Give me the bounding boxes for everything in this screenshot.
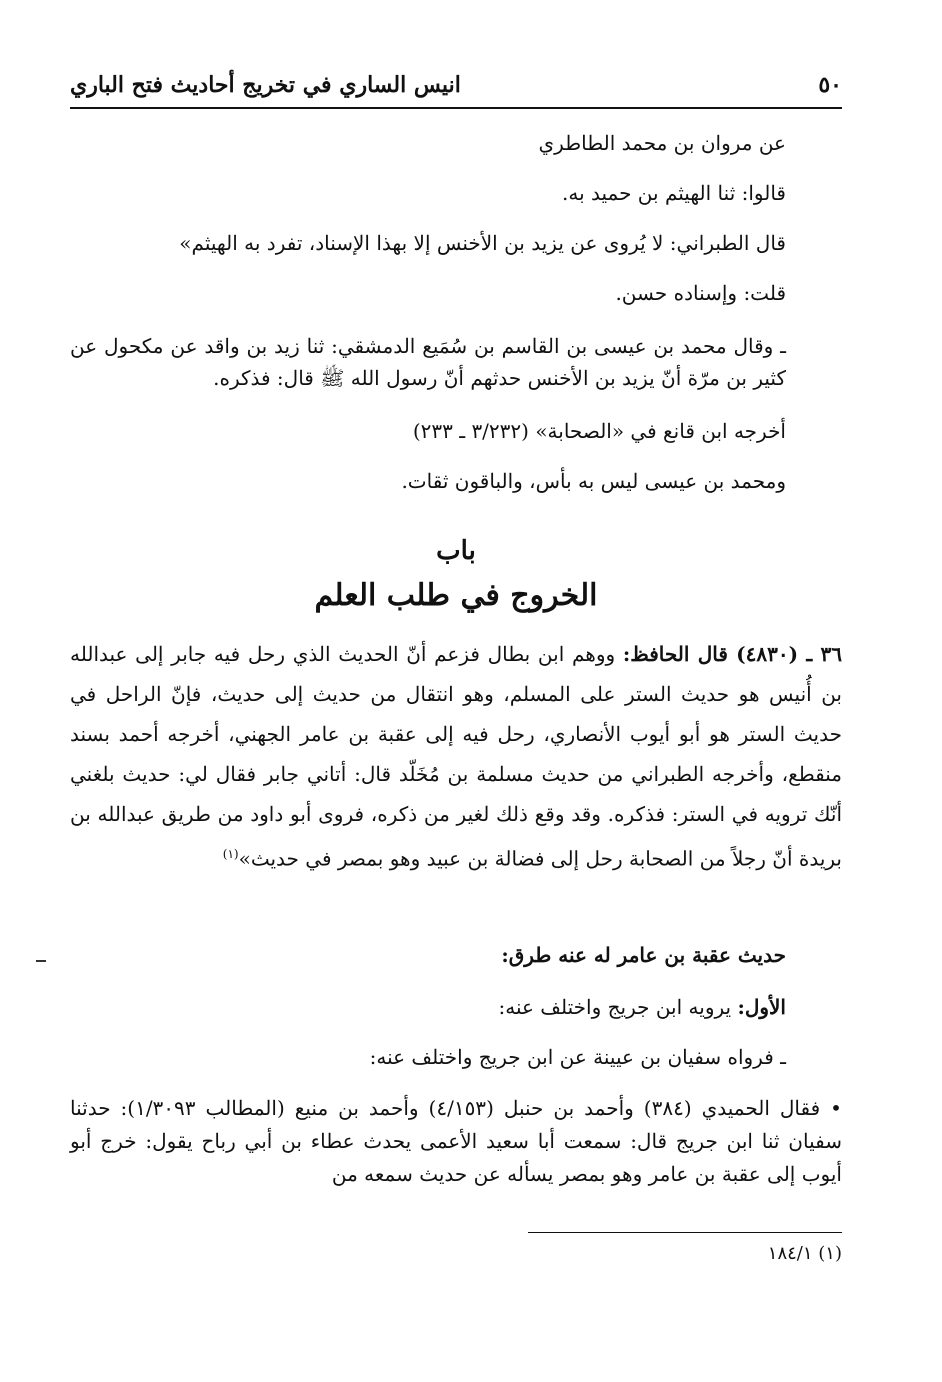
first-text: يرويه ابن جريج واختلف عنه: xyxy=(498,995,732,1019)
footnote-marker: (١) xyxy=(818,1243,842,1264)
bullet-line: • فقال الحميدي (٣٨٤) وأحمد بن حنبل (٤/١٥٣) وأحمد بن منيع (المطالب ١/٣٠٩٣): حدثنا سفيان ثنا ابن جريج قال: سمعت أبا سعيد الأعمى يحدث عطاء بن أبي رباح يقول: خرج أبو أيوب إلى عقبة بن عامر وهو بمصر يسأله عن حديث سمعه من xyxy=(70,1096,842,1186)
hadith-entry xyxy=(70,634,842,879)
ways-heading: حديث عقبة بن عامر له عنه طرق: xyxy=(501,943,786,967)
page-header xyxy=(70,68,842,108)
footnote-reference: (١) xyxy=(222,847,239,861)
margin-mark xyxy=(36,960,46,962)
paragraph xyxy=(70,468,842,495)
line-tabarani: قال الطبراني: لا يُروى عن يزيد بن الأخنس إلا بهذا الإسناد، تفرد به الهيثم» xyxy=(179,231,786,255)
paragraph xyxy=(70,1092,842,1191)
paragraph xyxy=(70,1044,842,1071)
page-number: ٥٠ xyxy=(818,72,842,98)
line-thiqat: ومحمد بن عيسى ليس به بأس، والباقون ثقات. xyxy=(401,469,786,493)
footnote xyxy=(70,1243,842,1264)
paragraph xyxy=(70,180,842,207)
paragraph xyxy=(70,130,842,157)
footnote-rule xyxy=(528,1232,842,1233)
running-title: انيس الساري في تخريج أحاديث فتح الباري xyxy=(70,72,461,98)
line-qultu: قلت: وإسناده حسن. xyxy=(615,281,786,305)
dash-line: ـ فرواه سفيان بن عيينة عن ابن جريج واختلف عنه: xyxy=(369,1045,786,1069)
paragraph xyxy=(70,230,842,257)
paragraph xyxy=(70,942,842,969)
paragraph xyxy=(70,994,842,1021)
footnote-text: ١٨٤/١ xyxy=(767,1243,813,1264)
entry-lead: ٣٦ ـ (٤٨٣٠) قال الحافظ: xyxy=(622,642,842,666)
paragraph xyxy=(70,418,842,445)
line-muhammad-ibn-isa: ـ وقال محمد بن عيسى بن القاسم بن سُمَيع الدمشقي: ثنا زيد بن واقد عن مكحول عن كثير بن مرّة أنّ يزيد بن الأخنس حدثهم أنّ رسول الله ﷺ قال: فذكره. xyxy=(70,334,786,390)
chapter-label: باب xyxy=(436,536,476,566)
entry-text: ووهم ابن بطال فزعم أنّ الحديث الذي رحل فيه جابر إلى عبدالله بن أُنيس هو حديث الستر على المسلم، وهو انتقال من حديث إلى حديث، فإنّ الراحل في حديث الستر هو أبو أيوب الأنصاري، رحل فيه إلى عقبة بن عامر الجهني، أخرجه أحمد بسند منقطع، وأخرجه الطبراني من حديث مسلمة بن مُخَلّد قال: أتاني جابر فقال لي: حديث بلغني أنّك ترويه في الستر: فذكره. وقد وقع ذلك لغير من ذكره، فروى أبو داود من طريق عبدالله بن بريدة أنّ رجلاً من الصحابة رحل إلى فضالة بن عبيد وهو بمصر في حديث» xyxy=(70,642,842,871)
header-rule xyxy=(70,107,842,109)
first-label: الأول: xyxy=(737,995,786,1019)
paragraph xyxy=(70,280,842,307)
line-qalu: قالوا: ثنا الهيثم بن حميد به. xyxy=(561,181,786,205)
paragraph xyxy=(70,330,842,394)
line-ibn-qani: أخرجه ابن قانع في «الصحابة» (٣/٢٣٢ ـ ٢٣٣) xyxy=(412,419,786,443)
chapter-title: الخروج في طلب العلم xyxy=(314,578,598,613)
line-narrator: عن مروان بن محمد الطاطري xyxy=(538,131,786,155)
